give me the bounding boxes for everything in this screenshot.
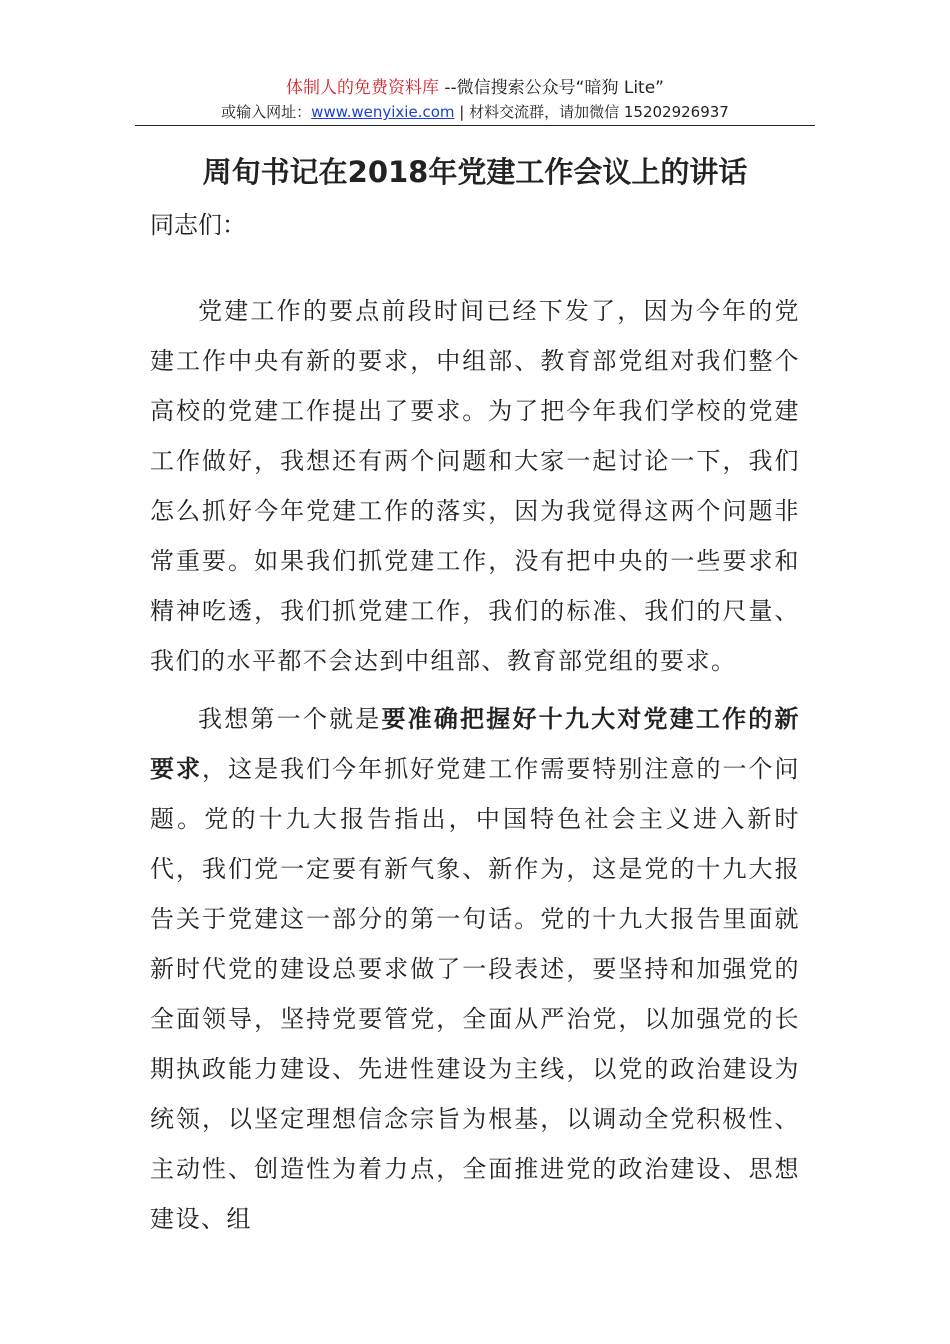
header-promo: --微信搜索公众号“暗狗 Lite” [438,78,664,98]
salutation: 同志们： [150,211,246,239]
paragraph-1: 党建工作的要点前段时间已经下发了，因为今年的党建工作中央有新的要求，中组部、教育部党组对我们整个高校的党建工作提出了要求。为了把今年我们学校的党建工作做好，我想还有两个问题和大家一起讨论一下，我们怎么抓好今年党建工作的落实，因为我觉得这两个问题非常重要。如果我们抓党建工作，没有把中央的一些要求和精神吃透，我们抓党建工作，我们的标准、我们的尺量、我们的水平都不会达到中组部、教育部党组的要求。 [150,297,800,675]
paragraph-2 [150,694,800,1244]
header-line-1 [135,76,815,100]
page-header [135,76,815,124]
header-brand: 体制人的免费资料库 [285,78,439,98]
header-contact: | 材料交流群，请加微信 15202926937 [454,103,729,121]
header-line-2 [135,100,815,124]
header-url-link[interactable]: www.wenyixie.com [311,103,455,121]
paragraph-2-rest: ，这是我们今年抓好党建工作需要特别注意的一个问题。党的十九大报告指出，中国特色社会主义进入新时代，我们党一定要有新气象、新作为，这是党的十九大报告关于党建这一部分的第一句话。党的十九大报告里面就新时代党的建设总要求做了一段表述，要坚持和加强党的全面领导，坚持党要管党，全面从严治党，以加强党的长期执政能力建设、先进性建设为主线，以党的政治建设为统领，以坚定理想信念宗旨为根基，以调动全党积极性、主动性、创造性为着力点，全面推进党的政治建设、思想建设、组 [150,755,801,1233]
document-title: 周旬书记在2018年党建工作会议上的讲话 [202,155,748,189]
paragraph-2-emphasis: 要准确把握好十九大对党建工作的新要求 [150,705,801,783]
header-divider [135,125,815,126]
header-url-prefix: 或输入网址： [221,103,312,121]
paragraph-2-lead: 我想第一个就是 [198,705,382,733]
